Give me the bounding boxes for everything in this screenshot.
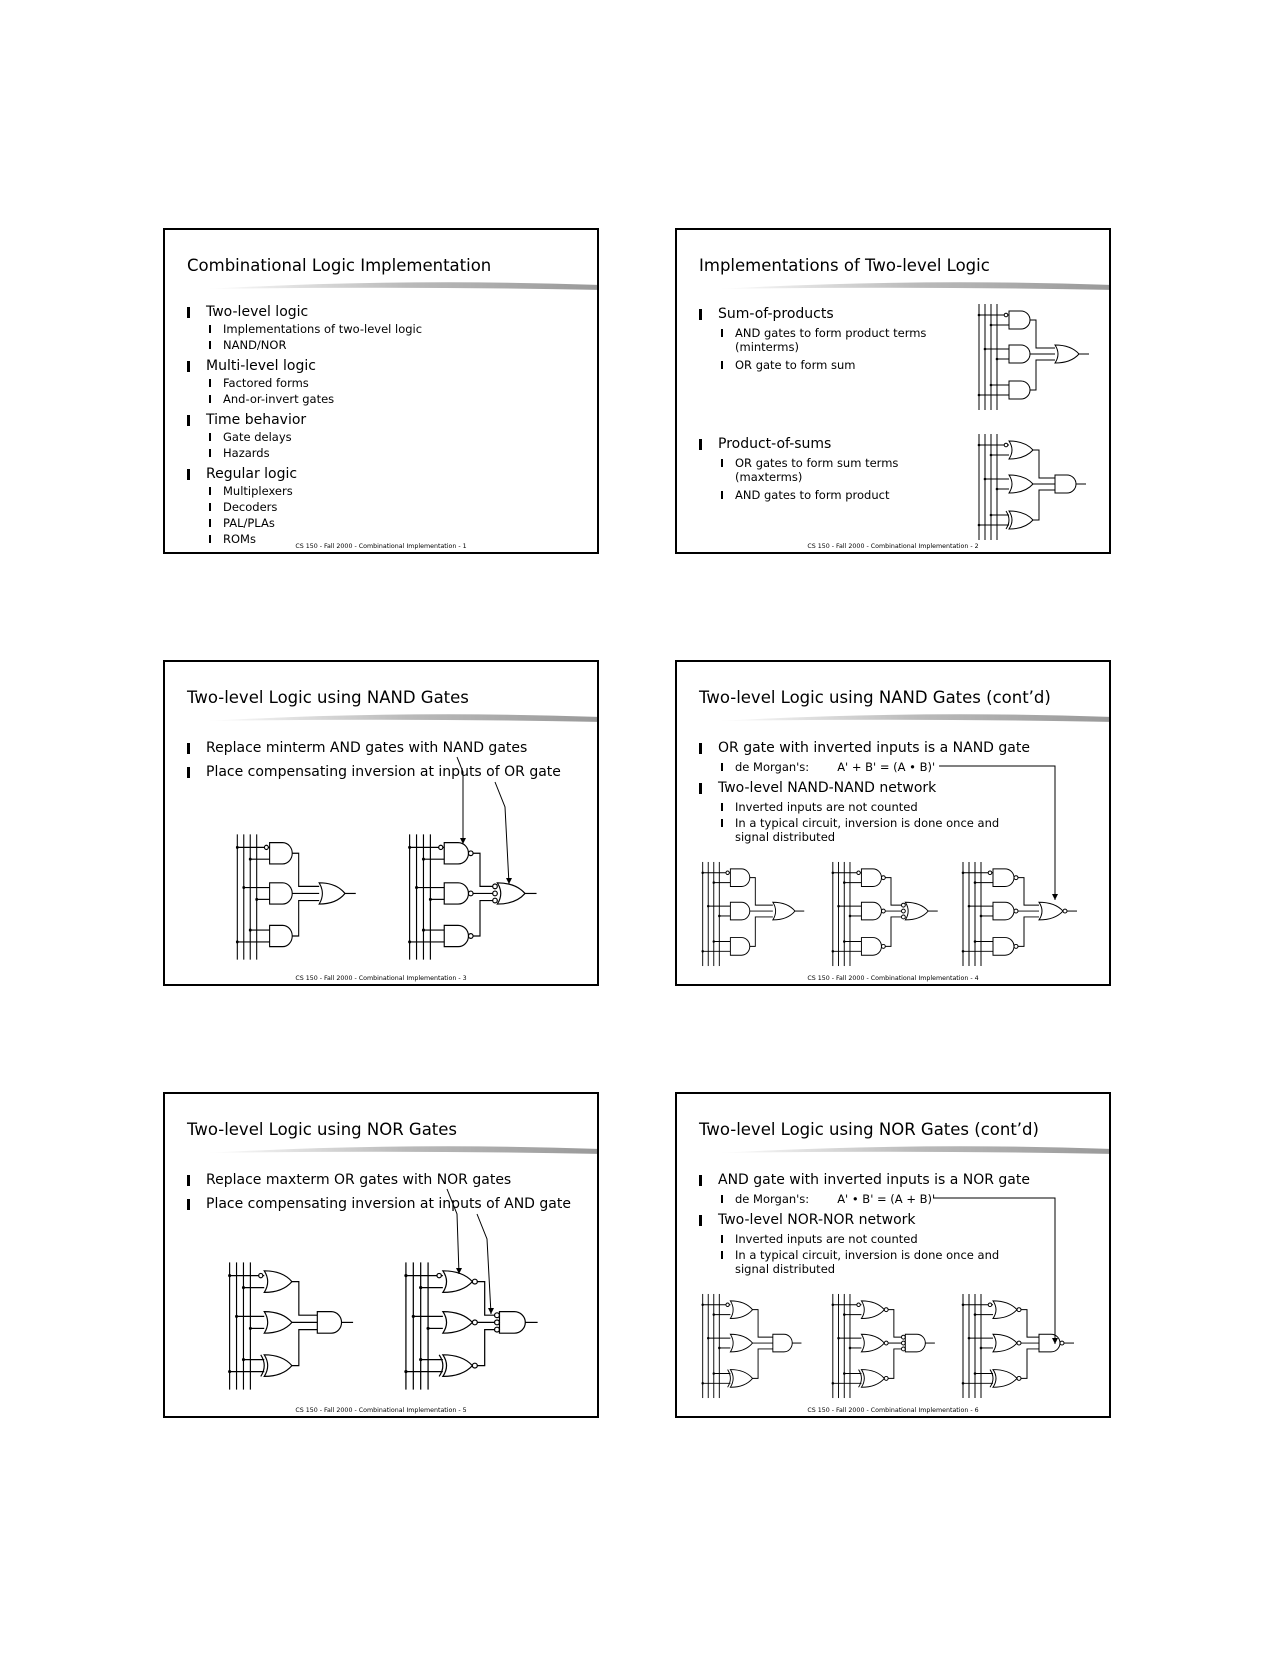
bullet: Two-level logic (187, 304, 308, 320)
sub-bullet: Implementations of two-level logic (209, 322, 422, 336)
sub-bullet: Multiplexers (209, 484, 293, 498)
sub-bullet: And-or-invert gates (209, 392, 334, 406)
sub-bullet: Factored forms (209, 376, 309, 390)
sub-bullet: OR gates to form sum terms (maxterms) (721, 456, 940, 484)
gate (1009, 511, 1033, 529)
bullet: Sum-of-products (699, 306, 834, 322)
slide-footer: CS 150 - Fall 2000 - Combinational Implementation - 4 (807, 975, 979, 982)
gate (1009, 311, 1030, 329)
bullet: Multi-level logic (187, 358, 316, 374)
sub-bullet: AND gates to form product terms (minterms) (721, 326, 940, 354)
slide-1 (163, 228, 599, 554)
bullet: Two-level NOR-NOR network (699, 1212, 916, 1228)
slide-footer: CS 150 - Fall 2000 - Combinational Implementation - 6 (807, 1407, 979, 1414)
sub-bullet: NAND/NOR (209, 338, 286, 352)
output-gate (1055, 475, 1076, 493)
bullet: Replace minterm AND gates with NAND gates (187, 740, 527, 756)
slide-footer: CS 150 - Fall 2000 - Combinational Implementation - 1 (295, 543, 467, 550)
sub-bullet: de Morgan's: A' • B' = (A + B)' (721, 1192, 935, 1206)
sub-bullet: In a typical circuit, inversion is done once and signal distributed (721, 1248, 1035, 1276)
slide-5 (163, 1092, 599, 1418)
callout-arrows (165, 662, 599, 986)
sub-bullet: Hazards (209, 446, 270, 460)
callout-arrow (677, 1094, 1111, 1418)
gate (1009, 381, 1030, 399)
bullet: Place compensating inversion at inputs of OR gate (187, 764, 561, 780)
sub-bullet: AND gates to form product (721, 488, 889, 502)
de-morgan-formula: A' • B' = (A + B)' (837, 1192, 936, 1206)
slide-4 (675, 660, 1111, 986)
bullet: Replace maxterm OR gates with NOR gates (187, 1172, 511, 1188)
bullet: Product-of-sums (699, 436, 831, 452)
slide-title: Combinational Logic Implementation (187, 256, 492, 275)
bullet: OR gate with inverted inputs is a NAND gate (699, 740, 1030, 756)
sub-bullet: ROMs (209, 532, 256, 546)
gate (1009, 345, 1030, 363)
bullet: Time behavior (187, 412, 306, 428)
sum-of-products-circuit (975, 302, 1105, 412)
sub-bullet: Decoders (209, 500, 277, 514)
sub-bullet: PAL/PLAs (209, 516, 275, 530)
bullet: Two-level NAND-NAND network (699, 780, 936, 796)
slide-title: Implementations of Two-level Logic (699, 256, 990, 275)
sub-bullet: Inverted inputs are not counted (721, 1232, 918, 1246)
sub-bullet: de Morgan's: A' + B' = (A • B)' (721, 760, 935, 774)
de-morgan-formula: A' + B' = (A • B)' (837, 760, 936, 774)
callout-arrows (165, 1094, 599, 1418)
slide-title: Two-level Logic using NAND Gates (cont’d) (699, 688, 1051, 707)
title-swoosh (717, 280, 1111, 294)
slide-footer: CS 150 - Fall 2000 - Combinational Implementation - 5 (295, 1407, 467, 1414)
output-gate (1055, 345, 1079, 363)
slide-6 (675, 1092, 1111, 1418)
product-of-sums-circuit (975, 432, 1105, 542)
slide-footer: CS 150 - Fall 2000 - Combinational Implementation - 2 (807, 543, 979, 550)
slide-2 (675, 228, 1111, 554)
sub-bullet: OR gate to form sum (721, 358, 855, 372)
callout-arrow (677, 662, 1111, 986)
gate (1009, 441, 1033, 459)
bullet: Place compensating inversion at inputs of AND gate (187, 1196, 571, 1212)
bullet: AND gate with inverted inputs is a NOR gate (699, 1172, 1030, 1188)
gate (1009, 475, 1033, 493)
sub-bullet: In a typical circuit, inversion is done once and signal distributed (721, 816, 1035, 844)
slide-3 (163, 660, 599, 986)
slide-title: Two-level Logic using NOR Gates (187, 1120, 458, 1139)
title-swoosh (205, 280, 599, 294)
slide-title: Two-level Logic using NAND Gates (187, 688, 469, 707)
slide-footer: CS 150 - Fall 2000 - Combinational Implementation - 3 (295, 975, 467, 982)
sub-bullet: Inverted inputs are not counted (721, 800, 918, 814)
bullet: Regular logic (187, 466, 297, 482)
sub-bullet: Gate delays (209, 430, 292, 444)
slide-title: Two-level Logic using NOR Gates (cont’d) (699, 1120, 1039, 1139)
